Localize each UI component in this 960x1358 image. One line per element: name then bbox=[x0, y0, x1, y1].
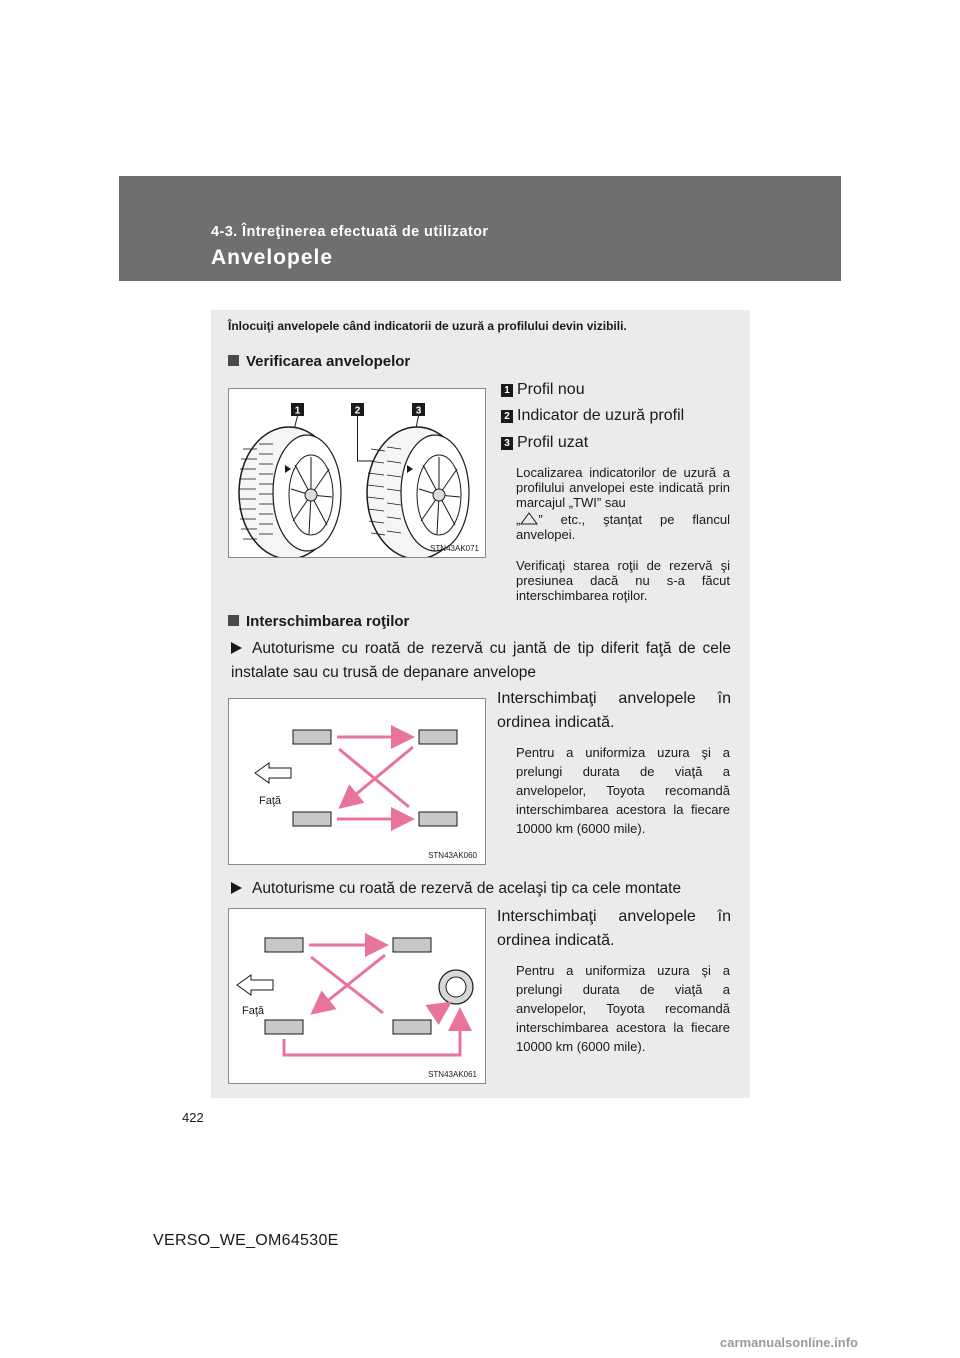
intro-text: Înlocuiţi anvelopele când indicatorii de uzură a profilului devin vizibili. bbox=[228, 319, 627, 333]
legend-badge: 1 bbox=[501, 384, 513, 397]
case1-bullet bbox=[231, 637, 731, 685]
svg-text:3: 3 bbox=[415, 405, 422, 417]
spare-note: Verificaţi starea roţii de rezervă şi presiunea dacă nu s-a făcut interschimbarea roţilor. bbox=[516, 558, 730, 603]
rotation-heading bbox=[228, 613, 409, 630]
legend-label: Profil uzat bbox=[517, 434, 589, 451]
section-header bbox=[119, 176, 841, 281]
legend-item-1 bbox=[501, 381, 585, 399]
page-title: Anvelopele bbox=[211, 246, 334, 269]
case2-instruction: Interschimbaţi anvelopele în ordinea indicată. bbox=[497, 908, 731, 949]
rotation-diagram-1 bbox=[229, 699, 485, 864]
square-bullet-icon bbox=[228, 355, 239, 366]
legend-label: Indicator de uzură profil bbox=[517, 407, 685, 424]
svg-text:2: 2 bbox=[354, 405, 361, 417]
twi-note-line bbox=[516, 512, 730, 542]
triangle-icon bbox=[520, 512, 538, 525]
legend-label: Profil nou bbox=[517, 381, 585, 398]
legend-badge: 3 bbox=[501, 437, 513, 450]
arrow-bullet-icon bbox=[231, 642, 242, 654]
twi-note-end: ” etc., ştanţat pe flancul anvelopei. bbox=[516, 512, 730, 542]
figure-code: STN43AK060 bbox=[428, 851, 477, 860]
footer-code: VERSO_WE_OM64530E bbox=[153, 1232, 339, 1249]
twi-note bbox=[516, 465, 730, 542]
case1-instruction: Interschimbaţi anvelopele în ordinea indicată. bbox=[497, 690, 731, 731]
legend-item-2 bbox=[501, 407, 684, 425]
case2-bullet bbox=[231, 877, 731, 901]
watermark: carmanualsonline.info bbox=[720, 1335, 858, 1350]
case1-note: Pentru a uniformiza uzura şi a prelungi durata de viaţă a anvelopelor, Toyota recomandă interschimbarea acestora la fiecare 10000 km (6000 mile). bbox=[516, 745, 730, 836]
case2-note: Pentru a uniformiza uzura şi a prelungi durata de viaţă a anvelopelor, Toyota recomandă interschimbarea acestora la fiecare 10000 km (6000 mile). bbox=[516, 963, 730, 1054]
case1-bullet-text: Autoturisme cu roată de rezervă cu jantă de tip diferit faţă de cele instalate sau cu trusă de depanare anvelope bbox=[231, 640, 731, 681]
square-bullet-icon bbox=[228, 615, 239, 626]
front-label-2: Faţă bbox=[242, 1005, 265, 1017]
figure-code: STN43AK061 bbox=[428, 1070, 477, 1079]
tire-illustration bbox=[229, 389, 485, 557]
rotation-heading-text: Interschimbarea roţilor bbox=[246, 613, 410, 630]
legend-item-3 bbox=[501, 434, 588, 452]
twi-note-text: Localizarea indicatorilor de uzură a profilului anvelopei este indicată prin marcajul „TWI” sau bbox=[516, 465, 730, 510]
page-number: 422 bbox=[182, 1110, 204, 1125]
front-label-1: Faţă bbox=[259, 795, 282, 807]
figure-code: STN43AK071 bbox=[430, 544, 479, 553]
rotation-figure-2 bbox=[228, 908, 486, 1084]
rotation-figure-1 bbox=[228, 698, 486, 865]
arrow-bullet-icon bbox=[231, 882, 242, 894]
tire-figure bbox=[228, 388, 486, 558]
check-heading bbox=[228, 353, 410, 370]
rotation-diagram-2 bbox=[229, 909, 485, 1083]
check-heading-text: Verificarea anvelopelor bbox=[246, 353, 411, 370]
section-title: 4-3. Întreţinerea efectuată de utilizator bbox=[211, 224, 489, 240]
quote-open: „ bbox=[516, 512, 521, 527]
legend-badge: 2 bbox=[501, 410, 513, 423]
svg-text:1: 1 bbox=[294, 405, 301, 417]
case2-bullet-text: Autoturisme cu roată de rezervă de acelaşi tip ca cele montate bbox=[252, 880, 682, 897]
